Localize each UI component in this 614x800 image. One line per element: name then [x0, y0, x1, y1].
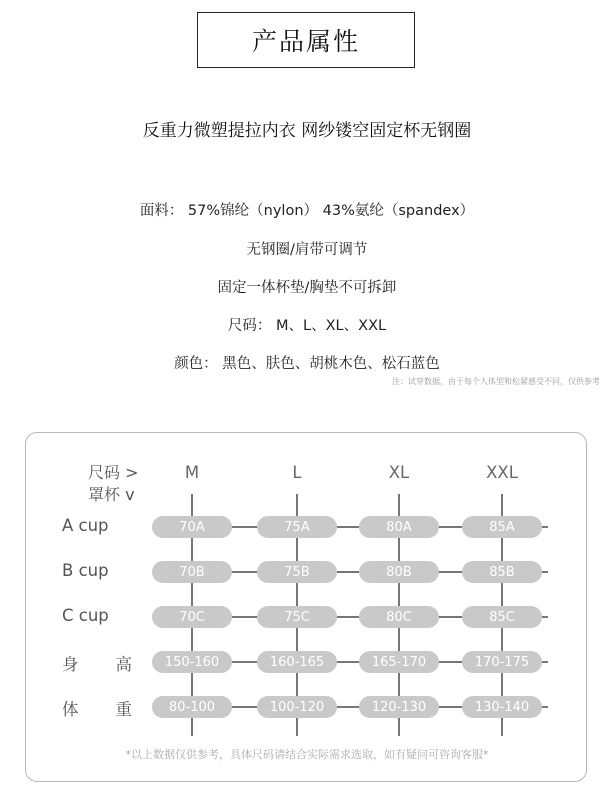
colors-attribute: 颜色： 黑色、肤色、胡桃木色、松石蓝色 — [174, 356, 440, 372]
column-header-l: L — [292, 463, 302, 482]
row-label-b-cup: B cup — [62, 561, 109, 580]
size-cell: 80A — [359, 516, 439, 538]
row-label-weight — [62, 696, 132, 720]
size-cell: 70C — [152, 606, 232, 628]
row-label-height-char2: 高 — [115, 655, 132, 674]
size-cell: 80-100 — [152, 696, 232, 718]
size-cell: 150-160 — [152, 651, 232, 673]
fabric-attribute: 面料： 57%锦纶（nylon） 43%氨纶（spandex） — [139, 203, 475, 219]
size-corner-label: 尺码 > — [88, 463, 139, 482]
size-cell: 70B — [152, 561, 232, 583]
size-cell: 85C — [462, 606, 542, 628]
row-label-height — [62, 651, 132, 675]
size-cell: 85A — [462, 516, 542, 538]
title-box — [197, 12, 415, 68]
column-header-xl: XL — [388, 463, 410, 482]
size-cell: 70A — [152, 516, 232, 538]
size-cell: 160-165 — [257, 651, 337, 673]
sizes-attribute: 尺码： M、L、XL、XXL — [227, 318, 387, 334]
size-cell: 80B — [359, 561, 439, 583]
size-cell: 75C — [257, 606, 337, 628]
row-label-c-cup: C cup — [62, 606, 109, 625]
product-headline: 反重力微塑提拉内衣 网纱镂空固定杯无钢圈 — [142, 121, 472, 141]
row-label-weight-char2: 重 — [115, 700, 132, 719]
row-label-height-char1: 身 — [62, 655, 79, 674]
pad-attribute: 固定一体杯垫/胸垫不可拆卸 — [217, 280, 397, 296]
size-cell: 120-130 — [359, 696, 439, 718]
cup-corner-label: 罩杯 v — [88, 485, 135, 504]
size-cell: 75B — [257, 561, 337, 583]
row-label-a-cup: A cup — [62, 516, 109, 535]
column-header-m: M — [184, 463, 200, 482]
size-cell: 170-175 — [462, 651, 542, 673]
size-cell: 130-140 — [462, 696, 542, 718]
size-cell: 85B — [462, 561, 542, 583]
footer-note: *以上数据仅供参考，具体尺码请结合实际需求选取，如有疑问可咨询客服* — [125, 748, 489, 761]
page-title: 产品属性 — [251, 27, 360, 56]
size-cell: 165-170 — [359, 651, 439, 673]
size-cell: 75A — [257, 516, 337, 538]
column-header-xxl: XXL — [486, 463, 518, 482]
trial-note: 注：试穿数据，由于每个人体型和松紧感受不同，仅供参考 — [392, 377, 600, 386]
size-cell: 100-120 — [257, 696, 337, 718]
wire-attribute: 无钢圈/肩带可调节 — [246, 242, 368, 258]
row-label-weight-char1: 体 — [62, 700, 79, 719]
size-cell: 80C — [359, 606, 439, 628]
